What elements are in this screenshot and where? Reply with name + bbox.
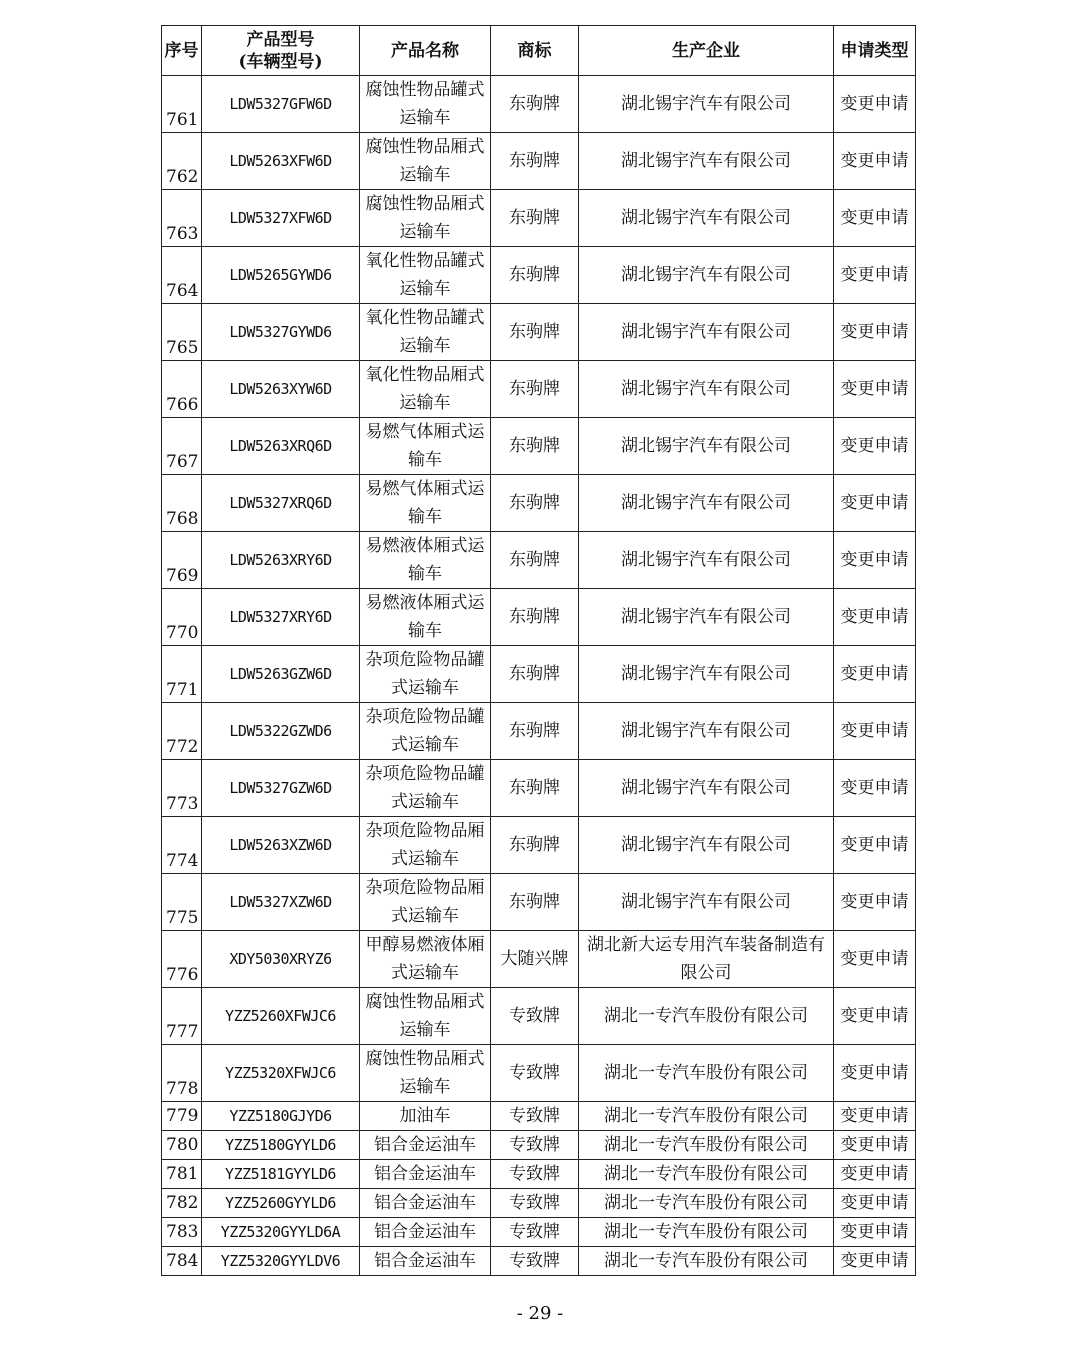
table-row bbox=[162, 589, 916, 646]
row-seq: 784 bbox=[162, 1247, 202, 1276]
row-application-type: 变更申请 bbox=[834, 817, 916, 874]
row-application-type: 变更申请 bbox=[834, 418, 916, 475]
row-product-name: 杂项危险物品厢式运输车 bbox=[360, 874, 491, 931]
table-row bbox=[162, 1189, 916, 1218]
row-application-type: 变更申请 bbox=[834, 1131, 916, 1160]
row-application-type: 变更申请 bbox=[834, 874, 916, 931]
table-row bbox=[162, 874, 916, 931]
row-application-type: 变更申请 bbox=[834, 760, 916, 817]
row-application-type: 变更申请 bbox=[834, 1045, 916, 1102]
row-seq: 783 bbox=[162, 1218, 202, 1247]
table-row bbox=[162, 703, 916, 760]
row-product-name: 铝合金运油车 bbox=[360, 1218, 491, 1247]
row-maker: 湖北一专汽车股份有限公司 bbox=[579, 1247, 834, 1276]
row-model: LDW5327XZW6D bbox=[202, 874, 360, 931]
header-seq: 序号 bbox=[162, 26, 202, 76]
row-application-type: 变更申请 bbox=[834, 646, 916, 703]
row-product-name: 铝合金运油车 bbox=[360, 1247, 491, 1276]
row-seq: 781 bbox=[162, 1160, 202, 1189]
table-row bbox=[162, 475, 916, 532]
row-seq: 762 bbox=[162, 133, 202, 190]
row-seq: 772 bbox=[162, 703, 202, 760]
row-seq: 774 bbox=[162, 817, 202, 874]
row-maker: 湖北锡宇汽车有限公司 bbox=[579, 76, 834, 133]
row-product-name: 腐蚀性物品厢式运输车 bbox=[360, 133, 491, 190]
row-application-type: 变更申请 bbox=[834, 1189, 916, 1218]
row-brand: 东驹牌 bbox=[491, 76, 579, 133]
row-application-type: 变更申请 bbox=[834, 589, 916, 646]
row-model: LDW5263XRY6D bbox=[202, 532, 360, 589]
row-brand: 东驹牌 bbox=[491, 190, 579, 247]
table-row bbox=[162, 1247, 916, 1276]
row-model: YZZ5180GYYLD6 bbox=[202, 1131, 360, 1160]
row-maker: 湖北锡宇汽车有限公司 bbox=[579, 874, 834, 931]
row-brand: 东驹牌 bbox=[491, 532, 579, 589]
table-row bbox=[162, 76, 916, 133]
row-model: YZZ5320GYYLD6A bbox=[202, 1218, 360, 1247]
row-maker: 湖北锡宇汽车有限公司 bbox=[579, 304, 834, 361]
row-application-type: 变更申请 bbox=[834, 304, 916, 361]
page-number: - 29 - bbox=[516, 1303, 564, 1324]
row-brand: 专致牌 bbox=[491, 1189, 579, 1218]
row-maker: 湖北锡宇汽车有限公司 bbox=[579, 817, 834, 874]
row-model: LDW5322GZWD6 bbox=[202, 703, 360, 760]
row-seq: 766 bbox=[162, 361, 202, 418]
row-brand: 东驹牌 bbox=[491, 418, 579, 475]
table-row bbox=[162, 646, 916, 703]
row-product-name: 铝合金运油车 bbox=[360, 1160, 491, 1189]
header-name: 产品名称 bbox=[360, 26, 491, 76]
row-product-name: 铝合金运油车 bbox=[360, 1131, 491, 1160]
row-brand: 专致牌 bbox=[491, 1131, 579, 1160]
table-row bbox=[162, 1131, 916, 1160]
row-product-name: 腐蚀性物品罐式运输车 bbox=[360, 76, 491, 133]
row-seq: 771 bbox=[162, 646, 202, 703]
row-maker: 湖北锡宇汽车有限公司 bbox=[579, 133, 834, 190]
row-application-type: 变更申请 bbox=[834, 532, 916, 589]
row-seq: 778 bbox=[162, 1045, 202, 1102]
row-product-name: 杂项危险物品罐式运输车 bbox=[360, 703, 491, 760]
row-product-name: 甲醇易燃液体厢式运输车 bbox=[360, 931, 491, 988]
table-header-row bbox=[162, 26, 916, 76]
row-model: LDW5263XRQ6D bbox=[202, 418, 360, 475]
row-application-type: 变更申请 bbox=[834, 190, 916, 247]
table-body bbox=[162, 76, 916, 1276]
row-product-name: 加油车 bbox=[360, 1102, 491, 1131]
row-product-name: 杂项危险物品罐式运输车 bbox=[360, 760, 491, 817]
row-model: XDY5030XRYZ6 bbox=[202, 931, 360, 988]
row-product-name: 腐蚀性物品厢式运输车 bbox=[360, 190, 491, 247]
row-application-type: 变更申请 bbox=[834, 361, 916, 418]
row-brand: 专致牌 bbox=[491, 1160, 579, 1189]
table-row bbox=[162, 1045, 916, 1102]
row-brand: 专致牌 bbox=[491, 988, 579, 1045]
row-seq: 763 bbox=[162, 190, 202, 247]
table-row bbox=[162, 817, 916, 874]
row-brand: 专致牌 bbox=[491, 1218, 579, 1247]
row-model: LDW5263XYW6D bbox=[202, 361, 360, 418]
row-application-type: 变更申请 bbox=[834, 988, 916, 1045]
row-model: YZZ5320XFWJC6 bbox=[202, 1045, 360, 1102]
row-maker: 湖北锡宇汽车有限公司 bbox=[579, 646, 834, 703]
row-product-name: 氧化性物品厢式运输车 bbox=[360, 361, 491, 418]
row-application-type: 变更申请 bbox=[834, 247, 916, 304]
table-row bbox=[162, 760, 916, 817]
row-maker: 湖北锡宇汽车有限公司 bbox=[579, 190, 834, 247]
row-maker: 湖北一专汽车股份有限公司 bbox=[579, 988, 834, 1045]
row-product-name: 易燃气体厢式运输车 bbox=[360, 475, 491, 532]
table-row bbox=[162, 247, 916, 304]
table-row bbox=[162, 1102, 916, 1131]
row-maker: 湖北锡宇汽车有限公司 bbox=[579, 418, 834, 475]
table-row bbox=[162, 361, 916, 418]
row-seq: 764 bbox=[162, 247, 202, 304]
row-model: YZZ5260GYYLD6 bbox=[202, 1189, 360, 1218]
table-row bbox=[162, 190, 916, 247]
row-maker: 湖北锡宇汽车有限公司 bbox=[579, 475, 834, 532]
row-model: LDW5263XFW6D bbox=[202, 133, 360, 190]
row-seq: 770 bbox=[162, 589, 202, 646]
row-product-name: 腐蚀性物品厢式运输车 bbox=[360, 1045, 491, 1102]
row-maker: 湖北锡宇汽车有限公司 bbox=[579, 361, 834, 418]
row-seq: 782 bbox=[162, 1189, 202, 1218]
row-product-name: 杂项危险物品罐式运输车 bbox=[360, 646, 491, 703]
row-application-type: 变更申请 bbox=[834, 1218, 916, 1247]
row-maker: 湖北锡宇汽车有限公司 bbox=[579, 589, 834, 646]
table-row bbox=[162, 532, 916, 589]
row-brand: 东驹牌 bbox=[491, 874, 579, 931]
row-brand: 专致牌 bbox=[491, 1045, 579, 1102]
table-row bbox=[162, 1160, 916, 1189]
row-product-name: 易燃液体厢式运输车 bbox=[360, 589, 491, 646]
row-brand: 专致牌 bbox=[491, 1247, 579, 1276]
table-row bbox=[162, 988, 916, 1045]
row-product-name: 易燃液体厢式运输车 bbox=[360, 532, 491, 589]
header-maker: 生产企业 bbox=[579, 26, 834, 76]
table-row bbox=[162, 418, 916, 475]
row-model: LDW5327XFW6D bbox=[202, 190, 360, 247]
row-maker: 湖北锡宇汽车有限公司 bbox=[579, 703, 834, 760]
row-maker: 湖北一专汽车股份有限公司 bbox=[579, 1102, 834, 1131]
row-model: YZZ5181GYYLD6 bbox=[202, 1160, 360, 1189]
row-product-name: 氧化性物品罐式运输车 bbox=[360, 247, 491, 304]
row-application-type: 变更申请 bbox=[834, 703, 916, 760]
row-application-type: 变更申请 bbox=[834, 133, 916, 190]
header-brand: 商标 bbox=[491, 26, 579, 76]
header-model: 产品型号 (车辆型号) bbox=[202, 26, 360, 76]
row-application-type: 变更申请 bbox=[834, 1102, 916, 1131]
row-application-type: 变更申请 bbox=[834, 1247, 916, 1276]
row-brand: 东驹牌 bbox=[491, 475, 579, 532]
row-model: YZZ5180GJYD6 bbox=[202, 1102, 360, 1131]
row-brand: 东驹牌 bbox=[491, 760, 579, 817]
row-application-type: 变更申请 bbox=[834, 931, 916, 988]
row-model: LDW5263GZW6D bbox=[202, 646, 360, 703]
header-type: 申请类型 bbox=[834, 26, 916, 76]
row-model: LDW5327XRQ6D bbox=[202, 475, 360, 532]
row-seq: 777 bbox=[162, 988, 202, 1045]
row-brand: 东驹牌 bbox=[491, 247, 579, 304]
table-row bbox=[162, 1218, 916, 1247]
row-seq: 779 bbox=[162, 1102, 202, 1131]
row-maker: 湖北一专汽车股份有限公司 bbox=[579, 1160, 834, 1189]
row-brand: 东驹牌 bbox=[491, 646, 579, 703]
row-seq: 765 bbox=[162, 304, 202, 361]
row-application-type: 变更申请 bbox=[834, 76, 916, 133]
row-product-name: 腐蚀性物品厢式运输车 bbox=[360, 988, 491, 1045]
row-maker: 湖北锡宇汽车有限公司 bbox=[579, 247, 834, 304]
row-seq: 773 bbox=[162, 760, 202, 817]
row-model: LDW5263XZW6D bbox=[202, 817, 360, 874]
row-maker: 湖北锡宇汽车有限公司 bbox=[579, 532, 834, 589]
row-seq: 775 bbox=[162, 874, 202, 931]
row-application-type: 变更申请 bbox=[834, 1160, 916, 1189]
row-product-name: 易燃气体厢式运输车 bbox=[360, 418, 491, 475]
row-model: LDW5265GYWD6 bbox=[202, 247, 360, 304]
row-model: YZZ5320GYYLDV6 bbox=[202, 1247, 360, 1276]
row-seq: 776 bbox=[162, 931, 202, 988]
row-application-type: 变更申请 bbox=[834, 475, 916, 532]
table-row bbox=[162, 133, 916, 190]
row-model: LDW5327GYWD6 bbox=[202, 304, 360, 361]
row-product-name: 铝合金运油车 bbox=[360, 1189, 491, 1218]
row-brand: 东驹牌 bbox=[491, 133, 579, 190]
table-row bbox=[162, 304, 916, 361]
row-product-name: 氧化性物品罐式运输车 bbox=[360, 304, 491, 361]
row-brand: 东驹牌 bbox=[491, 817, 579, 874]
row-model: LDW5327XRY6D bbox=[202, 589, 360, 646]
row-seq: 768 bbox=[162, 475, 202, 532]
row-maker: 湖北新大运专用汽车装备制造有限公司 bbox=[579, 931, 834, 988]
row-brand: 东驹牌 bbox=[491, 703, 579, 760]
row-brand: 东驹牌 bbox=[491, 304, 579, 361]
row-maker: 湖北一专汽车股份有限公司 bbox=[579, 1045, 834, 1102]
row-maker: 湖北锡宇汽车有限公司 bbox=[579, 760, 834, 817]
row-brand: 专致牌 bbox=[491, 1102, 579, 1131]
row-seq: 780 bbox=[162, 1131, 202, 1160]
row-seq: 761 bbox=[162, 76, 202, 133]
row-maker: 湖北一专汽车股份有限公司 bbox=[579, 1131, 834, 1160]
row-seq: 769 bbox=[162, 532, 202, 589]
row-brand: 东驹牌 bbox=[491, 589, 579, 646]
row-maker: 湖北一专汽车股份有限公司 bbox=[579, 1189, 834, 1218]
row-model: YZZ5260XFWJC6 bbox=[202, 988, 360, 1045]
row-model: LDW5327GZW6D bbox=[202, 760, 360, 817]
row-maker: 湖北一专汽车股份有限公司 bbox=[579, 1218, 834, 1247]
row-product-name: 杂项危险物品厢式运输车 bbox=[360, 817, 491, 874]
row-seq: 767 bbox=[162, 418, 202, 475]
row-model: LDW5327GFW6D bbox=[202, 76, 360, 133]
row-brand: 大随兴牌 bbox=[491, 931, 579, 988]
vehicle-product-table bbox=[161, 25, 916, 1276]
table-row bbox=[162, 931, 916, 988]
row-brand: 东驹牌 bbox=[491, 361, 579, 418]
